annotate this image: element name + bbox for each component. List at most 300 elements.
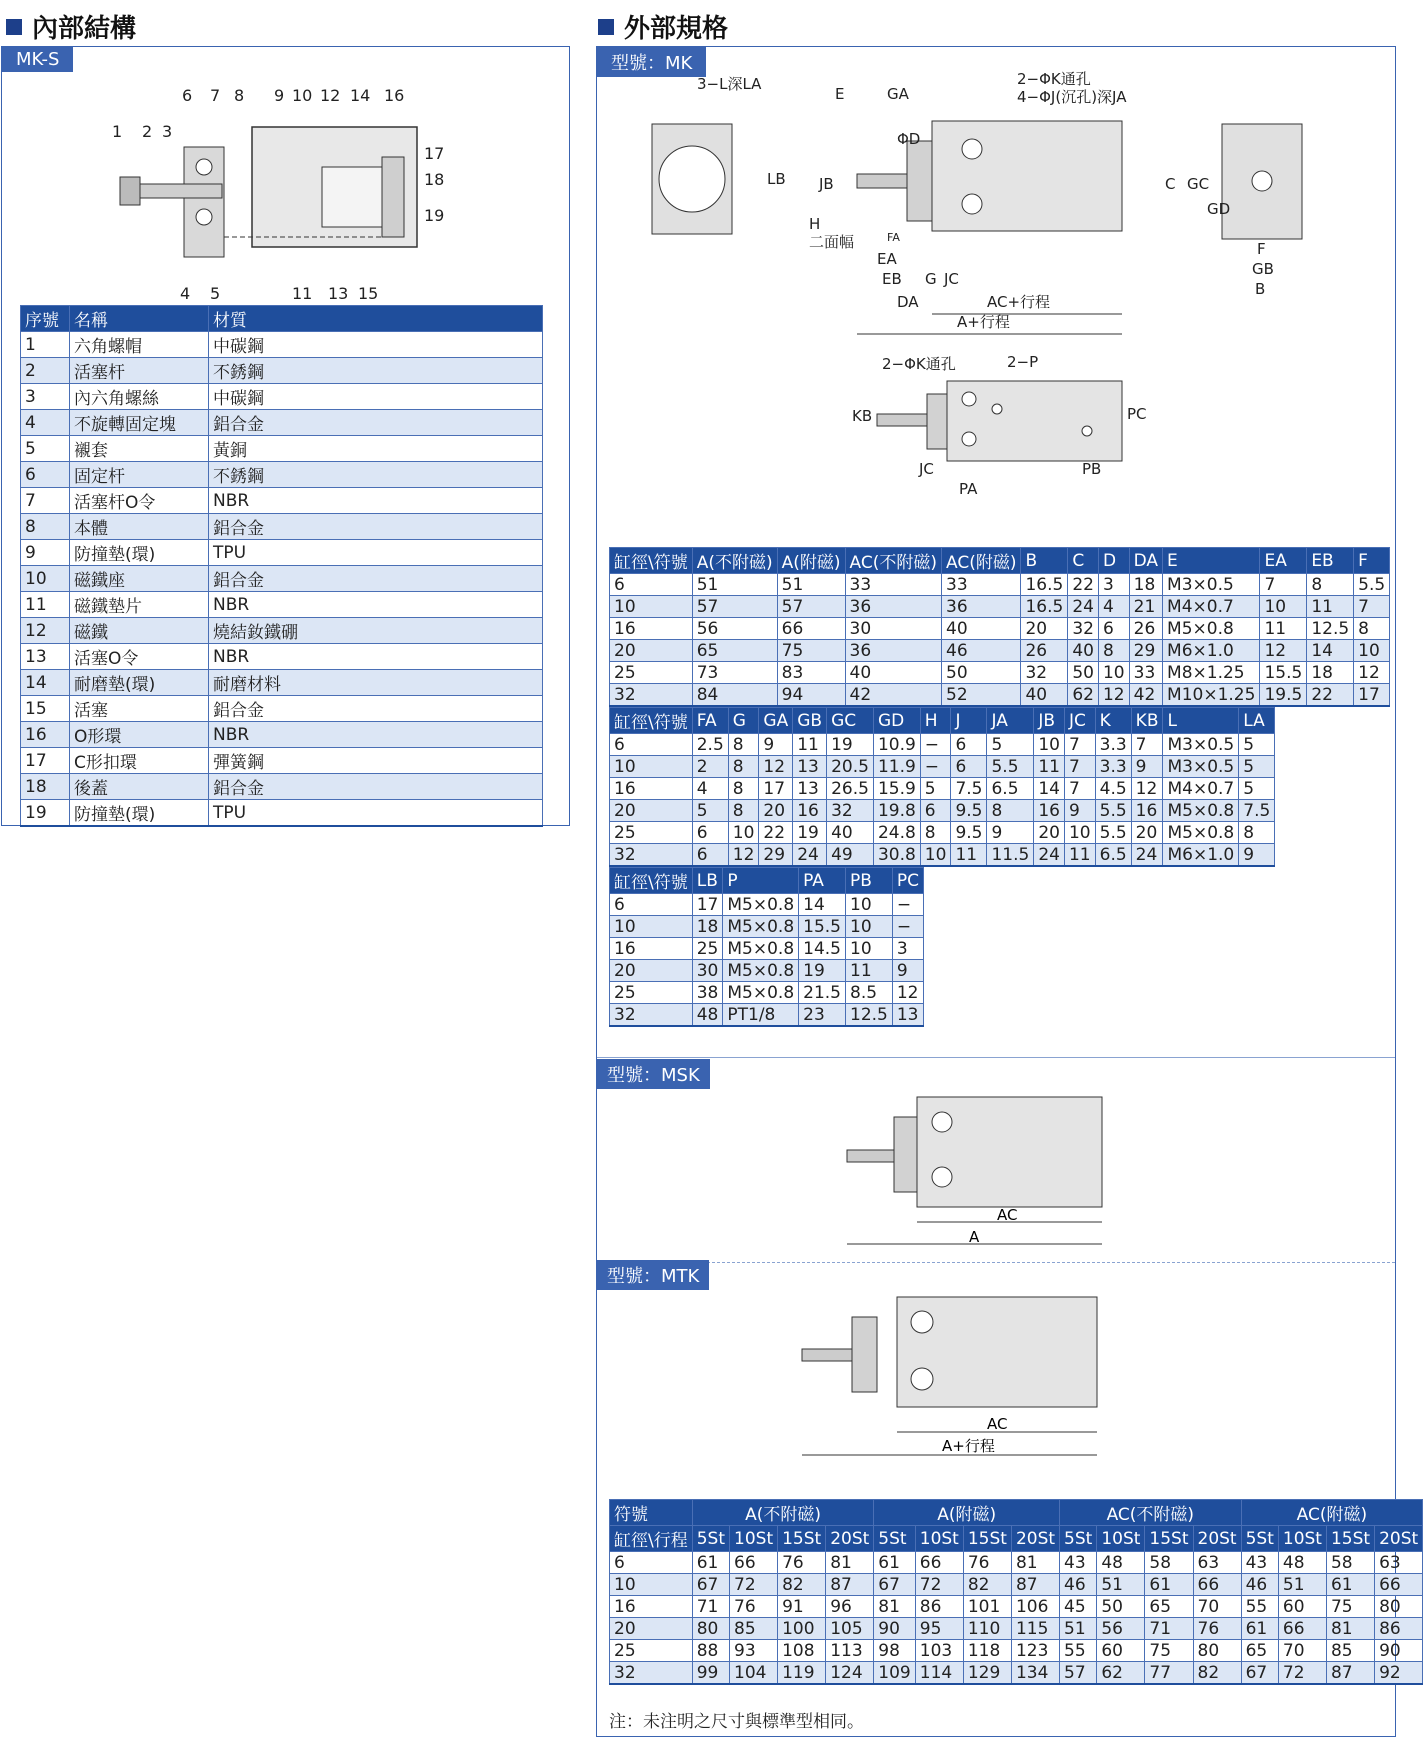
table-cell: M5×0.8 — [1163, 618, 1260, 640]
table-cell: 5.5 — [1095, 822, 1131, 844]
table-cell: 10 — [1260, 596, 1307, 618]
table-cell: 26.5 — [827, 778, 874, 800]
table-cell: 124 — [826, 1662, 874, 1685]
dim-label: EB — [882, 270, 902, 288]
dim-label: JC — [944, 270, 959, 288]
table-cell: 42 — [1129, 684, 1162, 707]
table-cell: − — [920, 734, 951, 756]
table-cell: 24.8 — [873, 822, 920, 844]
table-row — [21, 696, 543, 722]
table-row — [21, 462, 543, 488]
internal-structure-title: 內部結構 — [6, 8, 136, 45]
table-cell: 118 — [963, 1640, 1011, 1662]
table-cell: 32 — [1021, 662, 1068, 684]
divider — [697, 1262, 1395, 1263]
table-cell: M3×0.5 — [1163, 756, 1239, 778]
table-header-cell: JC — [1064, 708, 1095, 734]
table-cell: 襯套 — [70, 436, 209, 462]
table-cell: 13 — [892, 1004, 923, 1027]
table-cell: 3.3 — [1095, 734, 1131, 756]
table-cell: 70 — [1193, 1596, 1241, 1618]
table-row — [21, 514, 543, 540]
table-cell: 9 — [21, 540, 70, 566]
table-header-cell: 15St — [1326, 1526, 1374, 1552]
table-cell: 104 — [730, 1662, 778, 1685]
table-cell: 9 — [1064, 800, 1095, 822]
table-cell: 33 — [1129, 662, 1162, 684]
dim-label: C — [1165, 175, 1176, 193]
table-cell: 113 — [826, 1640, 874, 1662]
table-cell: 6 — [692, 822, 728, 844]
mk-dimension-drawing — [597, 69, 1395, 569]
table-cell: 40 — [845, 662, 941, 684]
table-cell: 15.5 — [1260, 662, 1307, 684]
table-cell: M6×1.0 — [1163, 640, 1260, 662]
table-header-cell: 20St — [1375, 1526, 1423, 1552]
table-header-cell: 10St — [1278, 1526, 1326, 1552]
table-row — [610, 778, 1275, 800]
callout: 12 — [320, 86, 341, 105]
table-cell: 12 — [1131, 778, 1163, 800]
table-cell: 12.5 — [846, 1004, 893, 1027]
table-row — [610, 800, 1275, 822]
table-cell: 13 — [21, 644, 70, 670]
dim-label: EA — [877, 250, 897, 268]
table-cell: 5 — [1239, 756, 1275, 778]
callout: 8 — [234, 86, 245, 105]
table-cell: 70 — [1278, 1640, 1326, 1662]
table-cell: 61 — [874, 1552, 915, 1574]
table-cell: 84 — [692, 684, 777, 707]
table-cell: 活塞O令 — [70, 644, 209, 670]
table-cell: 76 — [730, 1596, 778, 1618]
table-cell: 六角螺帽 — [70, 332, 209, 358]
table-cell: 11 — [1260, 618, 1307, 640]
table-header-cell: GD — [873, 708, 920, 734]
dim-label: GB — [1252, 260, 1274, 278]
table-header-cell: H — [920, 708, 951, 734]
divider — [597, 1057, 1395, 1058]
table-header-cell: LA — [1239, 708, 1275, 734]
table-cell: 防撞墊(環) — [70, 540, 209, 566]
table-cell: 20 — [1034, 822, 1065, 844]
table-cell: 56 — [692, 618, 777, 640]
table-cell: 75 — [1326, 1596, 1374, 1618]
table-cell: 6.5 — [987, 778, 1034, 800]
table-cell: 9 — [759, 734, 793, 756]
table-cell: 66 — [1193, 1574, 1241, 1596]
table-cell: 24 — [1131, 844, 1163, 867]
table-cell: 66 — [1278, 1618, 1326, 1640]
table-header-cell: 5St — [1241, 1526, 1278, 1552]
table-row — [610, 1618, 1423, 1640]
model-tag-mk: 型號：MK — [597, 47, 706, 77]
table-header-cell: 5St — [692, 1526, 729, 1552]
table-cell: NBR — [209, 592, 543, 618]
side-view-rod — [857, 174, 907, 188]
table-cell: 5.5 — [987, 756, 1034, 778]
table-cell: 51 — [1278, 1574, 1326, 1596]
table-cell: 9.5 — [951, 822, 987, 844]
table-cell: M4×0.7 — [1163, 596, 1260, 618]
table-header-cell: G — [728, 708, 759, 734]
table-cell: 17 — [759, 778, 793, 800]
table-cell: 6.5 — [1095, 844, 1131, 867]
table-cell: 8 — [728, 756, 759, 778]
table-cell: 10 — [1064, 822, 1095, 844]
table-cell: 17 — [692, 894, 723, 916]
table-cell: 9 — [1239, 844, 1275, 867]
table-cell: 11 — [951, 844, 987, 867]
table-cell: − — [892, 894, 923, 916]
table-cell: 鋁合金 — [209, 774, 543, 800]
table-cell: M5×0.8 — [723, 982, 799, 1004]
callout: 9 — [274, 86, 285, 105]
table-row — [21, 774, 543, 800]
rod — [132, 184, 222, 198]
table-header-cell: L — [1163, 708, 1239, 734]
table-row — [610, 574, 1390, 596]
parts-table — [20, 305, 543, 827]
table-cell: O形環 — [70, 722, 209, 748]
model-tag-mtk: 型號：MTK — [597, 1260, 709, 1290]
table-cell: 14 — [799, 894, 846, 916]
table-row — [21, 800, 543, 827]
table-header-cell: C — [1068, 548, 1099, 574]
table-header-cell: 名稱 — [70, 306, 209, 332]
table-header-cell: GB — [793, 708, 827, 734]
table-cell: 36 — [845, 640, 941, 662]
table-cell: 活塞杆 — [70, 358, 209, 384]
table-cell: 26 — [1129, 618, 1162, 640]
table-cell: 11 — [21, 592, 70, 618]
table-cell: 16 — [610, 778, 693, 800]
table-header-cell: 缸徑\符號 — [610, 868, 693, 894]
callout: 16 — [384, 86, 405, 105]
table-cell: 16 — [610, 1596, 693, 1618]
table-header-cell: J — [951, 708, 987, 734]
table-cell: 103 — [915, 1640, 963, 1662]
p-port — [1082, 426, 1092, 436]
table-cell: − — [892, 916, 923, 938]
table-cell: 24 — [1068, 596, 1099, 618]
bottom-view-rod — [877, 414, 927, 426]
table-cell: 30.8 — [873, 844, 920, 867]
table-cell: 36 — [845, 596, 941, 618]
table-cell: 7 — [1354, 596, 1390, 618]
table-cell: 45 — [1060, 1596, 1097, 1618]
dim-label: A+行程 — [942, 1437, 995, 1455]
table-cell: 100 — [778, 1618, 826, 1640]
table-cell: 46 — [942, 640, 1021, 662]
table-cell: 119 — [778, 1662, 826, 1685]
table-cell: 65 — [1241, 1640, 1278, 1662]
table-cell: M4×0.7 — [1163, 778, 1239, 800]
table-cell: 10 — [610, 1574, 693, 1596]
table-cell: M5×0.8 — [1163, 800, 1239, 822]
table-cell: 67 — [874, 1574, 915, 1596]
table-cell: 85 — [1326, 1640, 1374, 1662]
dim-label: PC — [1127, 405, 1147, 423]
table-row — [21, 384, 543, 410]
table-cell: 51 — [777, 574, 845, 596]
table-cell: 25 — [610, 982, 693, 1004]
table-cell: M8×1.25 — [1163, 662, 1260, 684]
table-cell: M5×0.8 — [723, 894, 799, 916]
table-row — [610, 822, 1275, 844]
table-cell: 67 — [1241, 1662, 1278, 1685]
table-cell: 109 — [874, 1662, 915, 1685]
table-cell: 75 — [1145, 1640, 1193, 1662]
table-cell: 10 — [846, 916, 893, 938]
dim-label: PA — [959, 480, 978, 498]
table-cell: 12.5 — [1307, 618, 1354, 640]
table-cell: 72 — [915, 1574, 963, 1596]
table-cell: 12 — [1260, 640, 1307, 662]
table-cell: 50 — [942, 662, 1021, 684]
table-cell: 10 — [610, 756, 693, 778]
table-cell: 49 — [827, 844, 874, 867]
table-cell: 5 — [692, 800, 728, 822]
callout: 15 — [358, 284, 379, 303]
table-cell: 23 — [799, 1004, 846, 1027]
table-cell: 16 — [21, 722, 70, 748]
table-cell: 3 — [892, 938, 923, 960]
table-cell: 10 — [610, 596, 693, 618]
table-header-cell: 缸徑\行程 — [610, 1526, 693, 1552]
table-header-cell: A(不附磁) — [692, 1500, 874, 1526]
table-header-cell: 缸徑\符號 — [610, 548, 693, 574]
table-cell: 33 — [845, 574, 941, 596]
table-cell: 20 — [759, 800, 793, 822]
table-cell: 後蓋 — [70, 774, 209, 800]
table-cell: 內六角螺絲 — [70, 384, 209, 410]
callout: 18 — [424, 170, 445, 189]
table-cell: 20.5 — [827, 756, 874, 778]
table-cell: 11.9 — [873, 756, 920, 778]
table-cell: 81 — [874, 1596, 915, 1618]
table-cell: 9.5 — [951, 800, 987, 822]
mtk-drawing — [597, 1287, 1395, 1517]
table-cell: 134 — [1011, 1662, 1059, 1685]
table-cell: 16.5 — [1021, 574, 1068, 596]
table-cell: 57 — [1060, 1662, 1097, 1685]
callout: 3 — [162, 122, 173, 141]
table-cell: 6 — [951, 756, 987, 778]
table-cell: 10 — [21, 566, 70, 592]
callout: 4 — [180, 284, 191, 303]
internal-structure-panel — [1, 46, 570, 826]
table-cell: 15.5 — [799, 916, 846, 938]
table-row — [610, 596, 1390, 618]
table-header-cell: F — [1354, 548, 1390, 574]
table-cell: 8 — [920, 822, 951, 844]
table-cell: 98 — [874, 1640, 915, 1662]
table-header-cell: 10St — [915, 1526, 963, 1552]
spec-table-1 — [609, 547, 1390, 707]
table-cell: 30 — [845, 618, 941, 640]
model-tag-msk: 型號：MSK — [597, 1059, 710, 1089]
table-cell: 16 — [610, 618, 693, 640]
table-cell: 19 — [827, 734, 874, 756]
table-row — [610, 618, 1390, 640]
table-row — [21, 488, 543, 514]
callout: 13 — [328, 284, 349, 303]
table-cell: 不銹鋼 — [209, 358, 543, 384]
table-cell: 鋁合金 — [209, 696, 543, 722]
table-header-cell: 材質 — [209, 306, 543, 332]
table-cell: 20 — [610, 640, 693, 662]
table-cell: 8.5 — [846, 982, 893, 1004]
table-cell: 20 — [610, 1618, 693, 1640]
callout: 6 — [182, 86, 193, 105]
callout: 14 — [350, 86, 371, 105]
table-cell: 15.9 — [873, 778, 920, 800]
table-header-cell: 缸徑\符號 — [610, 708, 693, 734]
table-row — [610, 894, 924, 916]
table-cell: 72 — [1278, 1662, 1326, 1685]
table-header-cell: 20St — [1011, 1526, 1059, 1552]
dim-label: G — [925, 270, 937, 288]
dim-label: AC+行程 — [987, 293, 1051, 311]
table-cell: 82 — [1193, 1662, 1241, 1685]
table-cell: 30 — [692, 960, 723, 982]
table-cell: 11 — [1307, 596, 1354, 618]
end-view-port — [1252, 171, 1272, 191]
table-cell: 中碳鋼 — [209, 384, 543, 410]
dim-label: 二面幅 — [809, 233, 855, 251]
table-cell: 8 — [987, 800, 1034, 822]
table-cell: NBR — [209, 722, 543, 748]
table-cell: 61 — [692, 1552, 729, 1574]
table-cell: 19.8 — [873, 800, 920, 822]
table-cell: NBR — [209, 488, 543, 514]
table-row — [21, 618, 543, 644]
table-cell: 95 — [915, 1618, 963, 1640]
table-cell: 19 — [21, 800, 70, 827]
table-cell: 4 — [692, 778, 728, 800]
callout: 1 — [112, 122, 123, 141]
table-cell: 25 — [610, 662, 693, 684]
table-cell: 10 — [846, 938, 893, 960]
table-cell: 62 — [1097, 1662, 1145, 1685]
table-cell: M5×0.8 — [723, 960, 799, 982]
table-cell: M3×0.5 — [1163, 574, 1260, 596]
table-cell: 60 — [1278, 1596, 1326, 1618]
table-cell: 61 — [1326, 1574, 1374, 1596]
dim-label: 2−P — [1007, 353, 1039, 371]
table-row — [21, 592, 543, 618]
table-cell: 25 — [610, 822, 693, 844]
table-cell: 18 — [21, 774, 70, 800]
table-cell: 40 — [827, 822, 874, 844]
table-header-cell: 20St — [1193, 1526, 1241, 1552]
nut — [120, 177, 140, 205]
table-row — [610, 1574, 1423, 1596]
dim-label: E — [835, 85, 845, 103]
table-header-cell: 序號 — [21, 306, 70, 332]
table-header-cell: 10St — [1097, 1526, 1145, 1552]
table-cell: M3×0.5 — [1163, 734, 1239, 756]
external-spec-panel — [596, 46, 1419, 1737]
side-view-body — [932, 121, 1122, 231]
table-cell: 18 — [692, 916, 723, 938]
table-cell: 14.5 — [799, 938, 846, 960]
mtk-plate — [852, 1317, 877, 1392]
table-cell: 46 — [1060, 1574, 1097, 1596]
table-cell: 80 — [1193, 1640, 1241, 1662]
table-row — [21, 566, 543, 592]
table-cell: 71 — [1145, 1618, 1193, 1640]
table-cell: 8 — [728, 778, 759, 800]
msk-rod — [847, 1150, 894, 1162]
dim-label: A — [969, 1228, 980, 1246]
dim-label: GD — [1207, 200, 1231, 218]
table-row — [610, 916, 924, 938]
table-header-cell: A(不附磁) — [692, 548, 777, 574]
table-header-cell: KB — [1131, 708, 1163, 734]
table-row — [610, 684, 1390, 707]
table-cell: 61 — [1241, 1618, 1278, 1640]
msk-port — [932, 1167, 952, 1187]
dim-label: 2−ΦK通孔 — [1017, 70, 1091, 88]
table-cell: 16 — [1034, 800, 1065, 822]
table-cell: 3 — [1098, 574, 1129, 596]
table-cell: 鋁合金 — [209, 566, 543, 592]
callout: 17 — [424, 144, 445, 163]
table-cell: 11 — [846, 960, 893, 982]
dim-label: PB — [1082, 460, 1102, 478]
table-row — [21, 410, 543, 436]
table-cell: 32 — [610, 1004, 693, 1027]
table-header-cell: JB — [1034, 708, 1065, 734]
table-cell: 耐磨材料 — [209, 670, 543, 696]
table-header-cell: P — [723, 868, 799, 894]
table-cell: 9 — [987, 822, 1034, 844]
table-cell: 66 — [915, 1552, 963, 1574]
table-cell: 40 — [1068, 640, 1099, 662]
table-cell: 7 — [21, 488, 70, 514]
table-cell: 76 — [778, 1552, 826, 1574]
table-cell: 7 — [1131, 734, 1163, 756]
table-cell: 14 — [21, 670, 70, 696]
table-header-cell: K — [1095, 708, 1131, 734]
table-cell: 36 — [942, 596, 1021, 618]
table-cell: 19.5 — [1260, 684, 1307, 707]
table-cell: 11 — [1034, 756, 1065, 778]
bottom-port — [962, 392, 976, 406]
table-cell: 40 — [1021, 684, 1068, 707]
table-cell: 82 — [963, 1574, 1011, 1596]
table-cell: 13 — [793, 778, 827, 800]
callout: 7 — [210, 86, 221, 105]
table-row — [610, 662, 1390, 684]
table-header-cell: LB — [692, 868, 723, 894]
table-cell: 81 — [1326, 1618, 1374, 1640]
external-spec-title: 外部規格 — [598, 8, 728, 45]
dim-label: B — [1255, 280, 1266, 298]
table-header-cell: DA — [1129, 548, 1162, 574]
table-cell: 10 — [1098, 662, 1129, 684]
table-row — [21, 358, 543, 384]
table-cell: 2 — [692, 756, 728, 778]
callout: 11 — [292, 284, 313, 303]
table-cell: 6 — [610, 894, 693, 916]
table-cell: 82 — [778, 1574, 826, 1596]
table-cell: 本體 — [70, 514, 209, 540]
callout: 5 — [210, 284, 221, 303]
table-header-cell: A(附磁) — [777, 548, 845, 574]
